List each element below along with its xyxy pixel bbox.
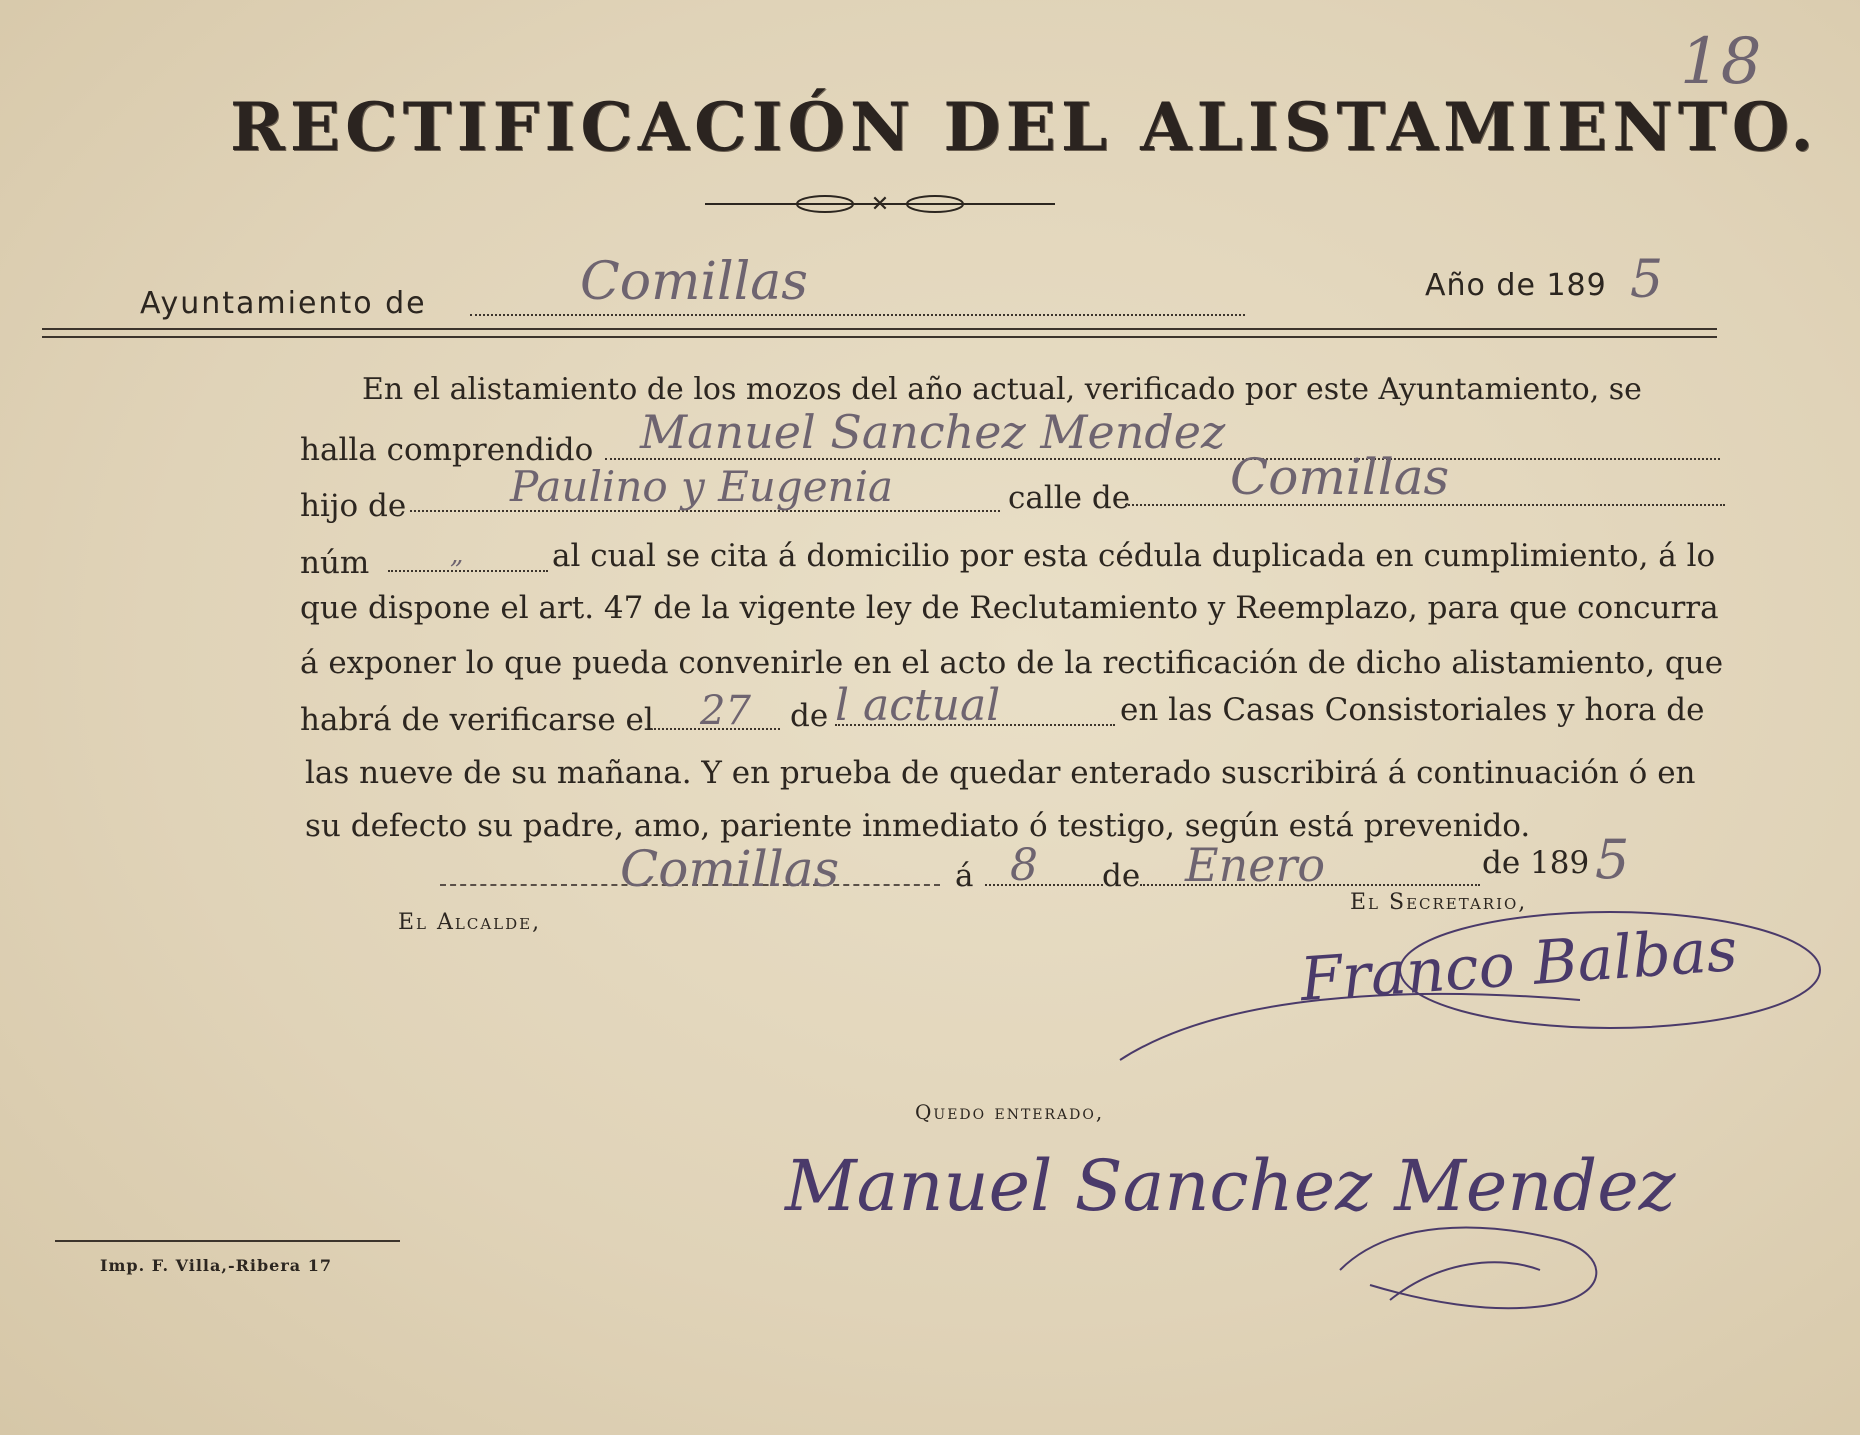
corner-mark: 18 bbox=[1680, 25, 1762, 99]
ornament-divider-icon bbox=[705, 190, 1055, 218]
ano-value: 5 bbox=[1630, 250, 1664, 310]
num-label: núm bbox=[300, 545, 370, 581]
ano-label: Año de 189 bbox=[1425, 268, 1607, 303]
date-a-label: á bbox=[955, 858, 974, 894]
habra-label: habrá de verificarse el bbox=[300, 702, 654, 738]
body-line-1: En el alistamiento de los mozos del año actual, verificado por este Ayuntamiento, se bbox=[362, 372, 1642, 407]
calle-label: calle de bbox=[1008, 480, 1131, 516]
halla-label: halla comprendido bbox=[300, 432, 594, 468]
body-line-8: las nueve de su mañana. Y en prueba de quedar enterado suscribirá á continuación ó en bbox=[305, 755, 1696, 791]
calle-value: Comillas bbox=[1230, 448, 1450, 506]
ayuntamiento-value: Comillas bbox=[580, 252, 808, 312]
hijo-label: hijo de bbox=[300, 488, 407, 524]
header-rule-2 bbox=[42, 336, 1717, 338]
date-year-label: de 189 bbox=[1482, 845, 1590, 881]
halla-value: Manuel Sanchez Mendez bbox=[640, 405, 1226, 459]
header-rule-1 bbox=[42, 328, 1717, 330]
body-line-4: al cual se cita á domicilio por esta cédula duplicada en cumplimiento, á lo bbox=[552, 538, 1716, 574]
alcalde-label: El Alcalde, bbox=[398, 910, 542, 935]
footer-rule bbox=[55, 1240, 400, 1242]
secretario-label: El Secretario, bbox=[1350, 890, 1528, 915]
date-month: Enero bbox=[1185, 838, 1326, 892]
secretario-flourish-icon bbox=[1100, 900, 1830, 1100]
habra-day-value: 27 bbox=[700, 688, 751, 734]
body-line-9: su defecto su padre, amo, pariente inmediato ó testigo, según está prevenido. bbox=[305, 808, 1531, 844]
date-day-field bbox=[985, 870, 1103, 886]
hijo-value: Paulino y Eugenia bbox=[510, 462, 894, 511]
num-value: „ bbox=[450, 540, 464, 570]
date-day: 8 bbox=[1010, 840, 1038, 891]
printer-imprint: Imp. F. Villa,-Ribera 17 bbox=[100, 1256, 332, 1275]
body-line-5: que dispone el art. 47 de la vigente ley de Reclutamiento y Reemplazo, para que concurra bbox=[300, 590, 1719, 626]
ayuntamiento-label: Ayuntamiento de bbox=[140, 286, 427, 321]
recruit-flourish-icon bbox=[1330, 1200, 1630, 1330]
secretario-signature: Franco Balbas bbox=[1298, 914, 1740, 1016]
date-place: Comillas bbox=[620, 840, 840, 898]
num-field bbox=[388, 552, 548, 572]
document-title: RECTIFICACIÓN DEL ALISTAMIENTO. bbox=[230, 88, 1819, 166]
svg-text:✕: ✕ bbox=[870, 192, 890, 217]
date-de-label: de bbox=[1102, 858, 1141, 894]
recruit-signature: Manuel Sanchez Mendez bbox=[785, 1145, 1676, 1227]
quedo-label: Quedo enterado, bbox=[915, 1100, 1105, 1124]
del-label: de bbox=[790, 698, 829, 734]
body-line-7: en las Casas Consistoriales y hora de bbox=[1120, 692, 1705, 728]
date-year-value: 5 bbox=[1595, 828, 1630, 891]
body-line-6: á exponer lo que pueda convenirle en el acto de la rectificación de dicho alistamiento, que bbox=[300, 645, 1724, 681]
del-value: l actual bbox=[835, 680, 1001, 731]
